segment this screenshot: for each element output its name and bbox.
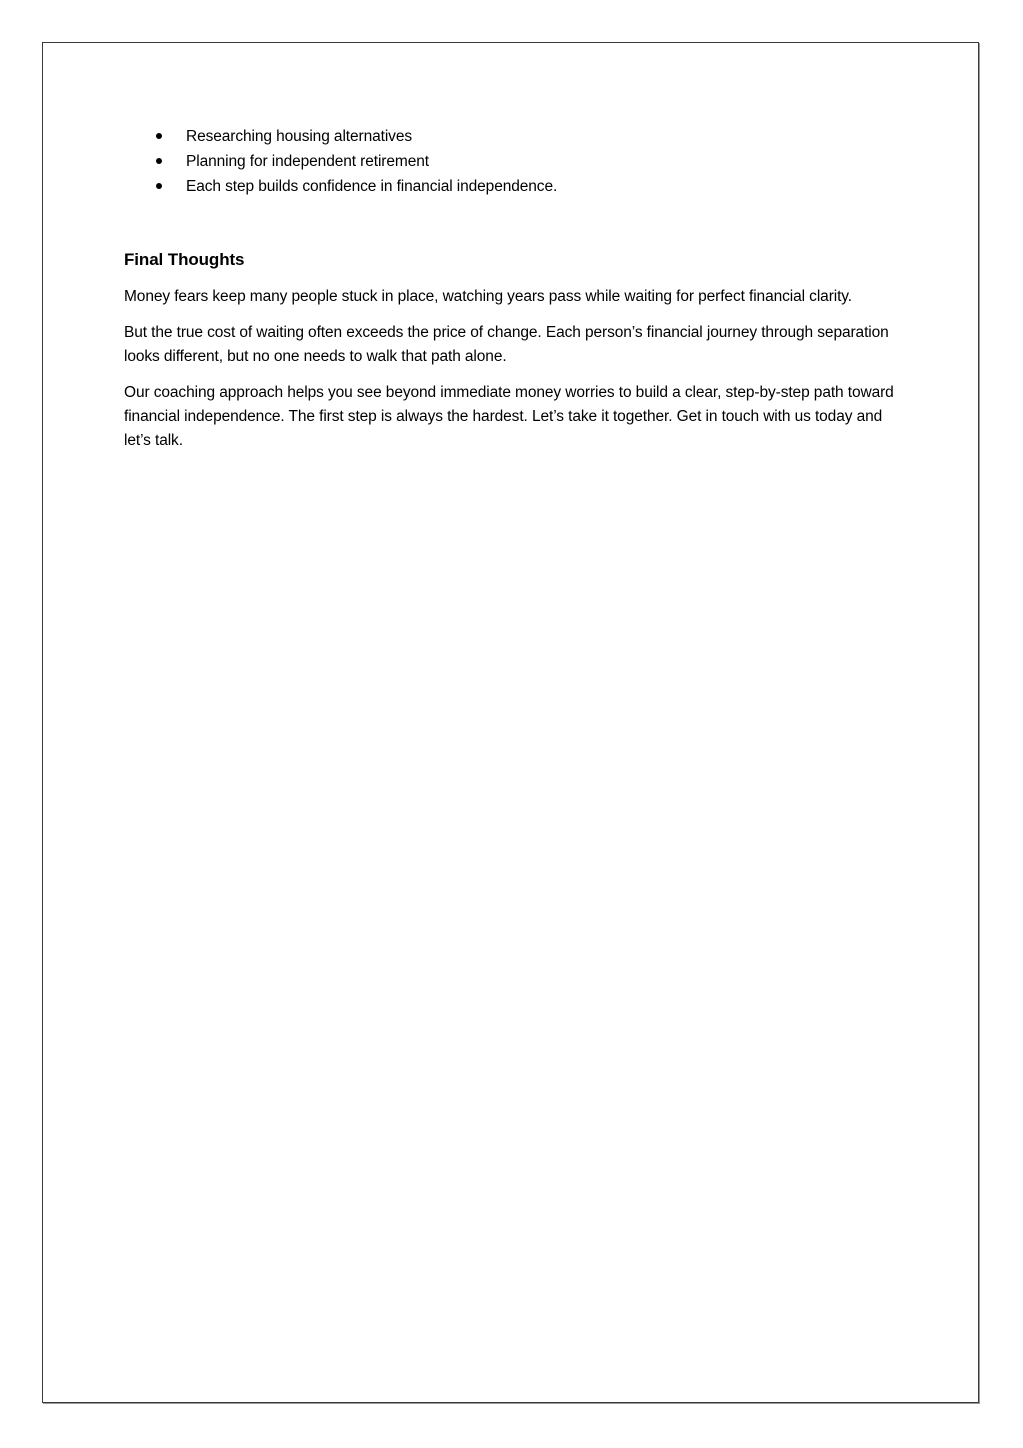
document-content (124, 124, 894, 453)
bullet-text: Each step builds confidence in financial independence. (186, 178, 558, 195)
section-heading: Final Thoughts (124, 250, 245, 269)
bullet-item-retirement (124, 149, 894, 174)
paragraph-coaching-approach: Our coaching approach helps you see beyond immediate money worries to build a clear, step-by-step path toward financial independence. The first step is always the hardest. Let’s take it together. Get in touch with us today and let’s talk. (124, 384, 894, 449)
bullet-text: Planning for independent retirement (186, 153, 429, 170)
bullet-dot-icon (156, 183, 162, 189)
bullet-list (124, 124, 894, 199)
paragraph-cost-of-waiting: But the true cost of waiting often exceeds the price of change. Each person’s financial journey through separation looks different, but no one needs to walk that path alone. (124, 324, 889, 365)
bullet-text: Researching housing alternatives (186, 128, 412, 145)
bullet-dot-icon (156, 158, 162, 164)
bullet-dot-icon (156, 133, 162, 139)
paragraph-money-fears: Money fears keep many people stuck in place, watching years pass while waiting for perfect financial clarity. (124, 288, 853, 305)
bullet-item-confidence (124, 174, 894, 199)
bullet-item-housing (124, 124, 894, 149)
